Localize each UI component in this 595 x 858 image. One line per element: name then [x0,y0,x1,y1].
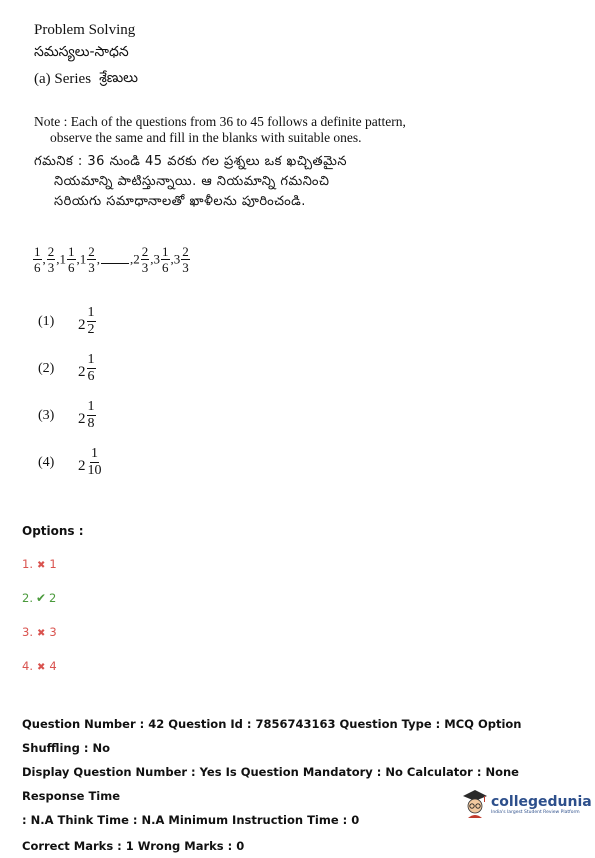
numerator: 2 [47,244,55,259]
fraction [141,245,150,274]
check-icon: ✔ [35,591,47,605]
comma: , [96,251,100,267]
cross-icon: ✖ [36,662,46,673]
note-te-line2: నియమాన్ని పాటిస్తున్నాయి. ఆ నియమాన్ని గమనించి [54,174,330,189]
numerator: 1 [91,446,98,461]
comma: , [76,251,80,267]
comma: , [170,251,174,267]
whole-part: 2 [78,317,86,333]
fraction [87,353,96,384]
note-en-line1: Note : Each of the questions from 36 to 45 follows a definite pattern, [34,114,406,129]
numerator: 1 [34,244,41,259]
note-en-line2: observe the same and fill in the blanks with suitable ones. [50,130,362,145]
meta-line2: Display Question Number : Yes Is Question Mandatory : No Calculator : None Response Time [22,765,519,803]
option-number: 4. [22,659,33,673]
numerator: 2 [88,244,95,259]
option-number: 2. [22,591,33,605]
subsection-te: శ్రేణులు [99,70,138,86]
meta-line4: Correct Marks : 1 Wrong Marks : 0 [22,839,245,853]
denominator: 3 [182,260,189,275]
comma: , [56,251,60,267]
option-item [22,557,57,591]
denominator: 3 [88,260,95,275]
fraction [161,245,170,274]
numerator: 1 [68,244,75,259]
fraction [181,245,190,274]
whole-part: 3 [153,251,160,267]
whole-part: 1 [79,251,87,267]
whole-part: 1 [59,251,66,267]
note-te-line1: గమనిక : 36 నుండి 45 వరకు గల ప్రశ్నలు ఒక ఖచ్చితమైన [34,154,348,169]
whole-part: 2 [133,251,140,267]
numerator: 1 [87,399,95,414]
numerator: 1 [87,305,95,320]
options-title: Options : [22,524,84,538]
denominator: 6 [34,260,41,275]
choice-label: (3) [38,407,55,423]
fraction [87,447,103,478]
graduate-icon [462,788,488,820]
fraction [87,245,96,274]
mixed-number [79,244,97,275]
numerator: 2 [182,244,189,259]
option-value: 4 [49,659,57,673]
whole-part: 2 [78,411,86,427]
question-meta [22,712,582,858]
choice-row [38,345,104,392]
option-number: 3. [22,625,33,639]
denominator: 3 [141,260,149,275]
comma: , [150,251,154,267]
denominator: 6 [162,260,169,275]
option-item [22,625,57,659]
denominator: 2 [87,322,95,337]
choice-label: (4) [38,454,55,470]
mixed-number [173,244,191,275]
fraction [67,245,76,274]
cross-icon: ✖ [36,560,46,571]
numerator: 1 [162,244,169,259]
mixed-number [59,244,77,275]
section-title: Problem Solving [34,22,136,38]
meta-line1: Question Number : 42 Question Id : 7856743163 Question Type : MCQ Option Shuffling : No [22,717,522,755]
cross-icon: ✖ [36,628,46,639]
whole-part: 2 [78,364,86,380]
denominator: 10 [87,463,102,478]
note-te-line3: సరియగు సమాధానాలతో ఖాళీలను పూరించండి. [54,194,306,209]
option-number: 1. [22,557,33,571]
denominator: 3 [47,260,55,275]
choice-row [38,298,104,345]
comma: , [42,251,46,267]
fraction [87,400,96,431]
brand-tagline: India's largest Student Review Platform [491,809,580,815]
option-item [22,591,57,625]
whole-part: 3 [173,251,181,267]
mixed-number [153,244,171,275]
brand-name: collegedunia [491,793,592,810]
brand-logo [462,788,592,820]
denominator: 6 [68,260,75,275]
mixed-number [133,244,150,275]
section-title-telugu: సమస్యలు-సాధన [34,44,129,60]
fraction [47,245,56,274]
subsection-title [34,70,138,89]
denominator: 6 [87,369,95,384]
answer-choices [38,298,104,486]
choice-label: (1) [38,313,55,329]
numerator: 1 [87,352,95,367]
comma: , [130,251,134,267]
option-value: 1 [49,557,57,571]
note-english [34,114,454,146]
option-item [22,659,57,693]
blank-line [101,263,129,264]
whole-part: 2 [78,458,86,474]
choice-label: (2) [38,360,55,376]
option-value: 2 [49,591,57,605]
options-list [22,557,57,693]
denominator: 8 [87,416,95,431]
note-telugu [34,152,474,212]
subsection-en: (a) Series [34,71,92,87]
numerator: 2 [141,244,149,259]
option-value: 3 [49,625,57,639]
choice-row [38,439,104,486]
fraction [87,306,96,337]
choice-row [38,392,104,439]
meta-line3: : N.A Think Time : N.A Minimum Instruction Time : 0 [22,813,360,827]
series-sequence [32,245,191,274]
fraction [33,245,42,274]
